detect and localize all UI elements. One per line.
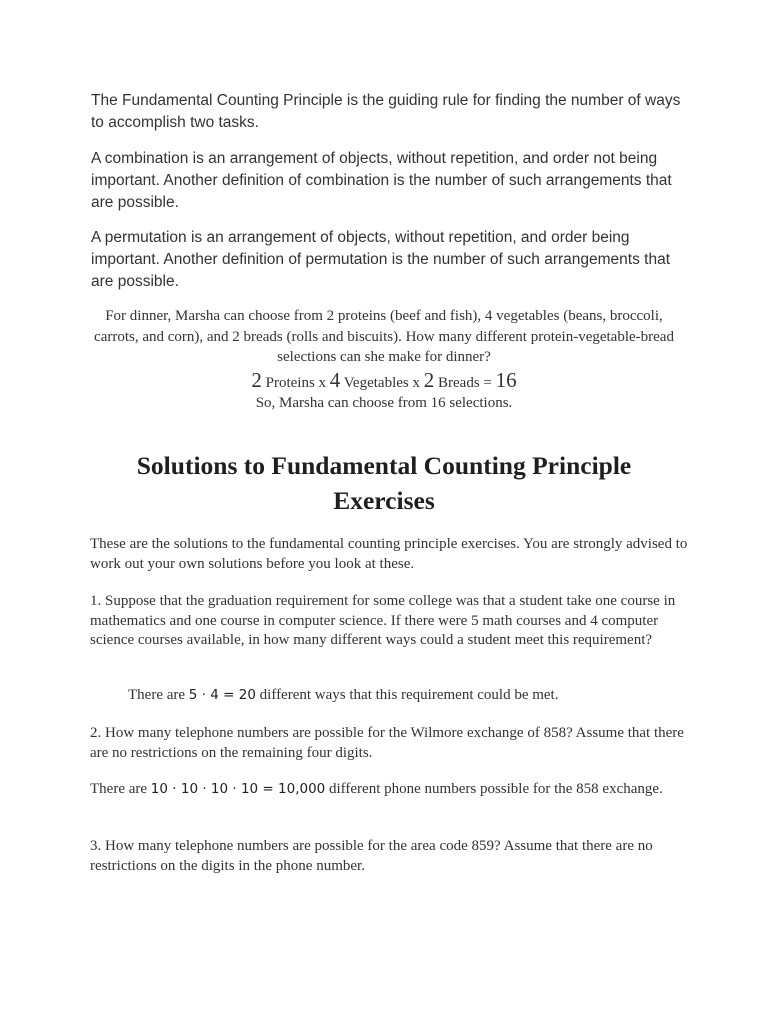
answer-1-post: different ways that this requirement could be met. [259, 687, 559, 703]
answer-1-pre: There are [128, 687, 186, 703]
example-answer: So, Marsha can choose from 16 selections. [255, 395, 513, 411]
equation-vegetables-label: Vegetables x [343, 375, 420, 391]
equation-proteins-count: 2 [251, 368, 262, 392]
combination-definition: A combination is an arrangement of objects, without repetition, and order not being important. Another definition of combination is the number of such arrangements that are possible. [91, 150, 672, 211]
answer-2-post: different phone numbers possible for the 858 exchange. [329, 781, 663, 797]
solutions-title: Solutions to Fundamental Counting Principle Exercises [136, 451, 632, 515]
solutions-intro: These are the solutions to the fundamental counting principle exercises. You are strongly advised to work out your own solutions before you look at these. [90, 536, 688, 572]
equation-breads-label: Breads = [438, 375, 492, 391]
answer-2-math: 10 · 10 · 10 · 10 = 10,000 [150, 781, 326, 797]
question-2: 2. How many telephone numbers are possible for the Wilmore exchange of 858? Assume that there are no restrictions on the remaining four digits. [90, 725, 684, 761]
fcp-definition: The Fundamental Counting Principle is the guiding rule for finding the number of ways to accomplish two tasks. [91, 92, 681, 131]
answer-1-math: 5 · 4 = 20 [188, 687, 256, 703]
answer-2 [90, 780, 690, 800]
question-3: 3. How many telephone numbers are possible for the area code 859? Assume that there are no restrictions on the digits in the phone number. [90, 838, 653, 874]
equation-proteins-label: Proteins x [265, 375, 327, 391]
permutation-definition: A permutation is an arrangement of objects, without repetition, and order being important. Another definition of permutation is the number of such arrangements that are possible. [91, 229, 670, 290]
question-1: 1. Suppose that the graduation requirement for some college was that a student take one course in mathematics and one course in computer science. If there were 5 math courses and 4 computer science courses available, in how many different ways could a student meet this requirement? [90, 593, 676, 648]
equation-result: 16 [495, 368, 517, 392]
equation-breads-count: 2 [423, 368, 435, 392]
answer-2-pre: There are [90, 781, 148, 797]
example-equation [84, 367, 684, 396]
example-question: For dinner, Marsha can choose from 2 proteins (beef and fish), 4 vegetables (beans, broccoli, carrots, and corn), and 2 breads (rolls and biscuits). How many different protein-vegetable-bread selections can she make for dinner? [94, 308, 674, 365]
answer-1 [128, 686, 728, 706]
equation-vegetables-count: 4 [329, 368, 341, 392]
